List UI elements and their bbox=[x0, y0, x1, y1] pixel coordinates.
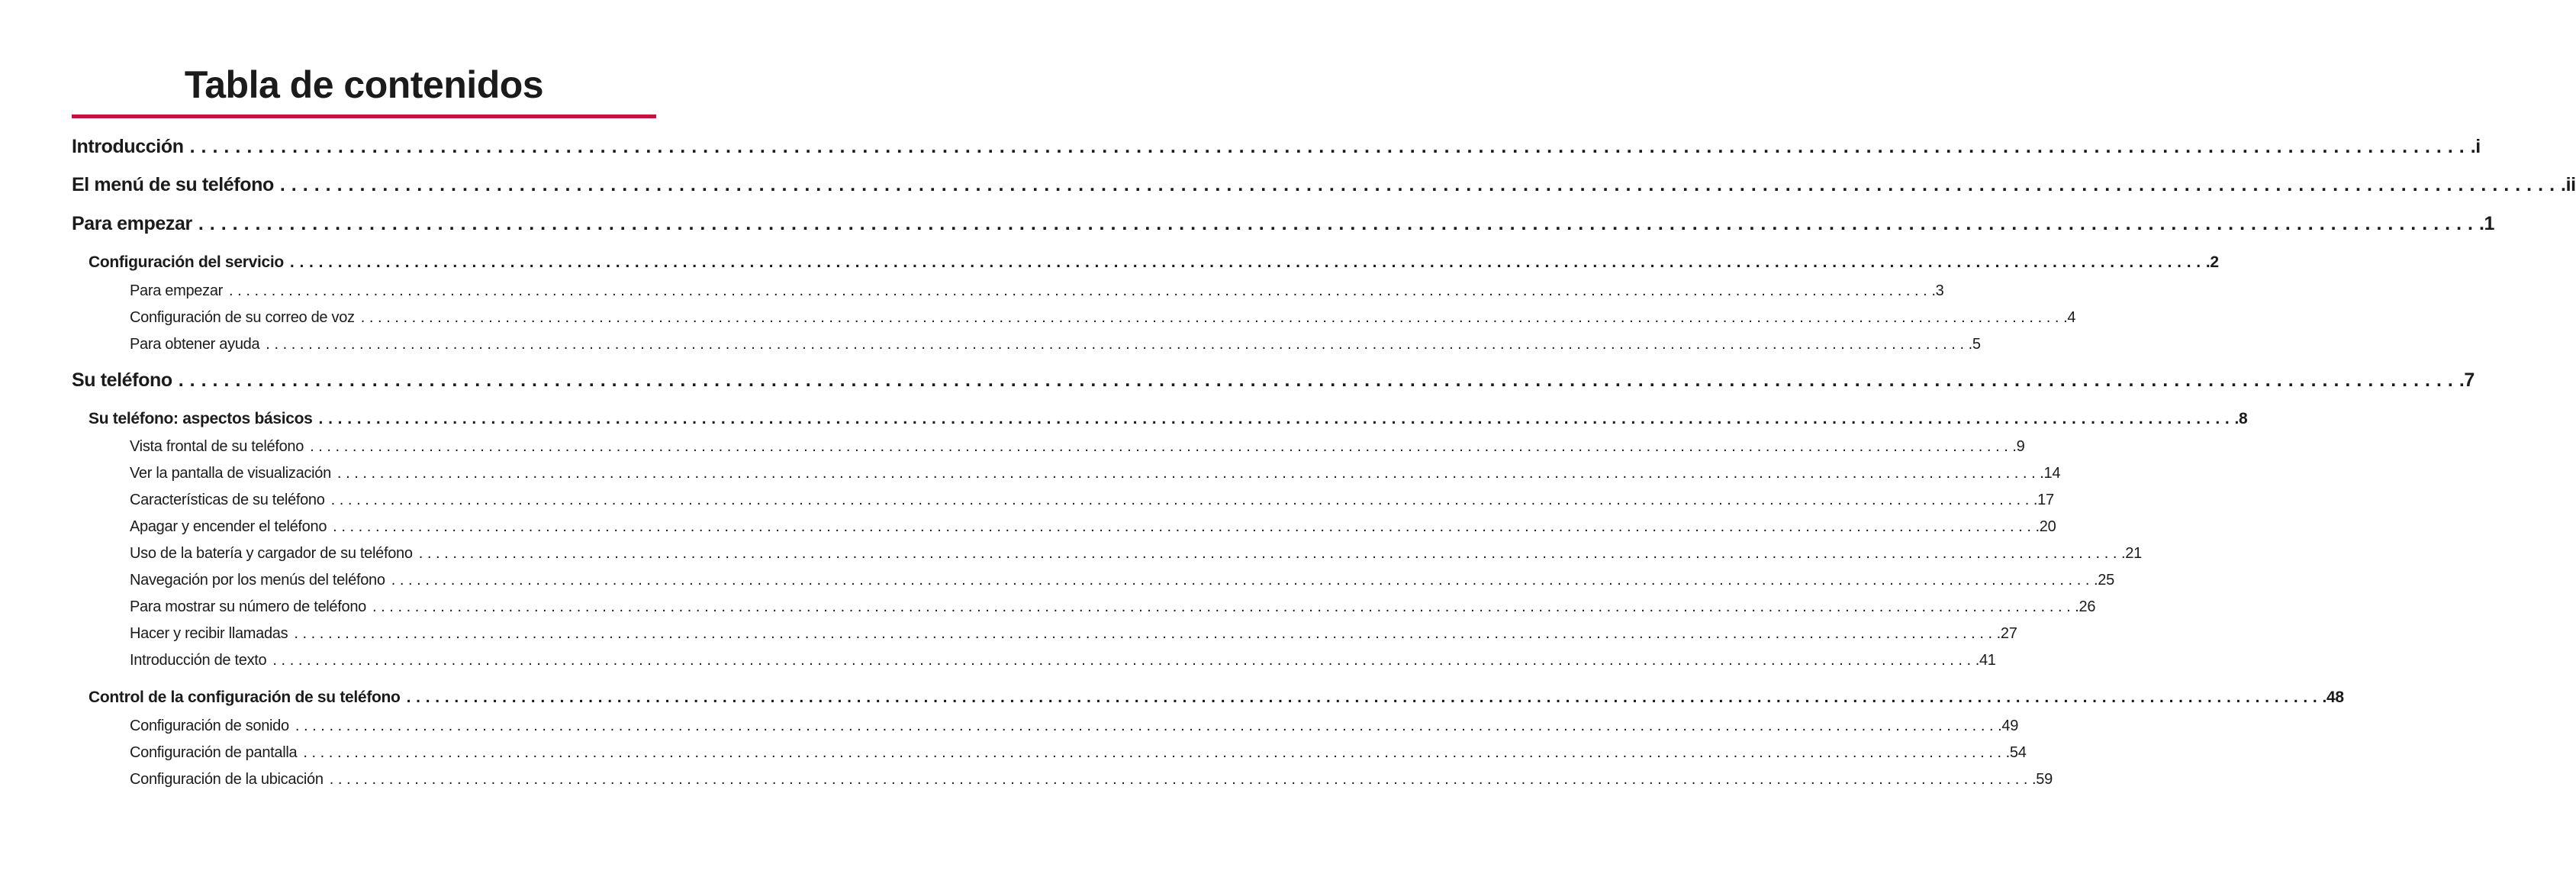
leader-dots: ........................................................................................................................................................................................................ bbox=[329, 771, 2033, 788]
toc-entry-label: Vista frontal de su teléfono bbox=[130, 438, 304, 455]
leader-dots: ........................................................................................................................................................................................................ bbox=[229, 282, 1932, 299]
toc-entry[interactable] bbox=[89, 689, 2344, 707]
toc-entry[interactable] bbox=[130, 492, 2054, 509]
leader-dots: ........................................................................................................................................................................................................ bbox=[279, 174, 2562, 195]
leader-dots: ........................................................................................................................................................................................................ bbox=[178, 369, 2459, 391]
toc-entry[interactable] bbox=[130, 652, 1996, 669]
toc-entry-label: Para empezar bbox=[72, 213, 192, 234]
toc-entry-page: .48 bbox=[2322, 689, 2344, 706]
toc-entry-label: Configuración del servicio bbox=[89, 253, 284, 271]
leader-dots: ........................................................................................................................................................................................................ bbox=[406, 689, 2323, 706]
toc-entry[interactable] bbox=[72, 136, 2481, 158]
leader-dots: ........................................................................................................................................................................................................ bbox=[266, 336, 1969, 353]
page-title: Tabla de contenidos bbox=[184, 63, 544, 106]
toc-entry-label: Para obtener ayuda bbox=[130, 336, 260, 353]
leader-dots: ........................................................................................................................................................................................................ bbox=[418, 545, 2122, 562]
toc-entry[interactable] bbox=[130, 598, 2096, 616]
leader-dots: ........................................................................................................................................................................................................ bbox=[336, 465, 2040, 482]
toc-entry-page: .8 bbox=[2234, 410, 2248, 427]
toc-entry-label: Apagar y encender el teléfono bbox=[130, 518, 327, 535]
leader-dots: ........................................................................................................................................................................................................ bbox=[189, 136, 2471, 157]
toc-entry-page: .ii bbox=[2561, 174, 2576, 195]
toc-entry-page: .14 bbox=[2040, 465, 2061, 482]
toc-entry[interactable] bbox=[130, 282, 1944, 300]
leader-dots: ........................................................................................................................................................................................................ bbox=[272, 652, 1975, 669]
toc-entry-page: .1 bbox=[2478, 213, 2495, 234]
toc-entry-page: .4 bbox=[2063, 309, 2076, 326]
toc-entry-page: .49 bbox=[1998, 718, 2019, 734]
toc-entry[interactable] bbox=[130, 771, 2053, 789]
toc-entry-label: Introducción bbox=[72, 136, 184, 157]
toc-entry[interactable] bbox=[130, 309, 2076, 327]
toc-entry-page: .54 bbox=[2005, 744, 2027, 761]
leader-dots: ........................................................................................................................................................................................................ bbox=[294, 625, 1997, 642]
leader-dots: ........................................................................................................................................................................................................ bbox=[391, 572, 2095, 589]
toc-entry[interactable] bbox=[130, 545, 2142, 563]
toc-entry[interactable] bbox=[72, 174, 2576, 196]
toc-entry[interactable] bbox=[130, 744, 2027, 762]
toc-entry-page: .41 bbox=[1975, 652, 1996, 669]
toc-entry[interactable] bbox=[130, 336, 1981, 353]
toc-entry-label: Su teléfono: aspectos básicos bbox=[89, 410, 313, 427]
toc-entry-label: Uso de la batería y cargador de su teléfono bbox=[130, 545, 413, 562]
toc-entry-page: .20 bbox=[2035, 518, 2056, 535]
toc-entry-page: .i bbox=[2470, 136, 2481, 157]
toc-entry-label: El menú de su teléfono bbox=[72, 174, 274, 195]
toc-entry-page: .21 bbox=[2121, 545, 2142, 562]
toc-entry-label: Configuración de la ubicación bbox=[130, 771, 324, 788]
toc-entry-label: Configuración de sonido bbox=[130, 718, 289, 734]
leader-dots: ........................................................................................................................................................................................................ bbox=[310, 438, 2013, 455]
toc-entry-page: .59 bbox=[2032, 771, 2053, 788]
toc-entry[interactable] bbox=[130, 718, 2019, 735]
toc-entry[interactable] bbox=[72, 213, 2495, 235]
toc-entry[interactable] bbox=[130, 572, 2114, 589]
toc-entry[interactable] bbox=[130, 625, 2017, 643]
leader-dots: ........................................................................................................................................................................................................ bbox=[372, 598, 2075, 615]
toc-entry-page: .3 bbox=[1931, 282, 1944, 299]
toc-entry-label: Para mostrar su número de teléfono bbox=[130, 598, 366, 615]
toc-entry-label: Introducción de texto bbox=[130, 652, 267, 669]
toc-entry-label: Su teléfono bbox=[72, 369, 172, 391]
toc-entry[interactable] bbox=[89, 410, 2248, 428]
leader-dots: ........................................................................................................................................................................................................ bbox=[330, 492, 2033, 508]
toc-entry[interactable] bbox=[72, 369, 2475, 392]
toc-entry[interactable] bbox=[130, 465, 2061, 482]
toc-entry-label: Control de la configuración de su teléfono bbox=[89, 689, 401, 706]
toc-entry-label: Navegación por los menús del teléfono bbox=[130, 572, 385, 589]
leader-dots: ........................................................................................................................................................................................................ bbox=[198, 213, 2479, 234]
toc-entry-label: Ver la pantalla de visualización bbox=[130, 465, 331, 482]
toc-entry-page: .27 bbox=[1996, 625, 2017, 642]
leader-dots: ........................................................................................................................................................................................................ bbox=[333, 518, 2036, 535]
leader-dots: ........................................................................................................................................................................................................ bbox=[318, 410, 2235, 427]
toc-entry-page: .5 bbox=[1968, 336, 1981, 353]
toc-entry-page: .9 bbox=[2012, 438, 2025, 455]
toc-entry[interactable] bbox=[89, 253, 2219, 272]
leader-dots: ........................................................................................................................................................................................................ bbox=[303, 744, 2006, 761]
toc-entry-page: .2 bbox=[2205, 253, 2219, 271]
toc-entry-label: Configuración de su correo de voz bbox=[130, 309, 355, 326]
toc-entry-page: .17 bbox=[2033, 492, 2054, 508]
toc-entry-page: .25 bbox=[2094, 572, 2114, 589]
toc-entry-page: .26 bbox=[2075, 598, 2096, 615]
toc-entry-label: Configuración de pantalla bbox=[130, 744, 298, 761]
toc-entry[interactable] bbox=[130, 518, 2056, 536]
toc-entry-page: .7 bbox=[2458, 369, 2475, 391]
leader-dots: ........................................................................................................................................................................................................ bbox=[289, 253, 2206, 271]
toc-entry[interactable] bbox=[130, 438, 2025, 456]
toc-entry-label: Hacer y recibir llamadas bbox=[130, 625, 288, 642]
toc-entry-label: Características de su teléfono bbox=[130, 492, 325, 508]
leader-dots: ........................................................................................................................................................................................................ bbox=[360, 309, 2064, 326]
leader-dots: ........................................................................................................................................................................................................ bbox=[295, 718, 1998, 734]
toc-entry-label: Para empezar bbox=[130, 282, 224, 299]
